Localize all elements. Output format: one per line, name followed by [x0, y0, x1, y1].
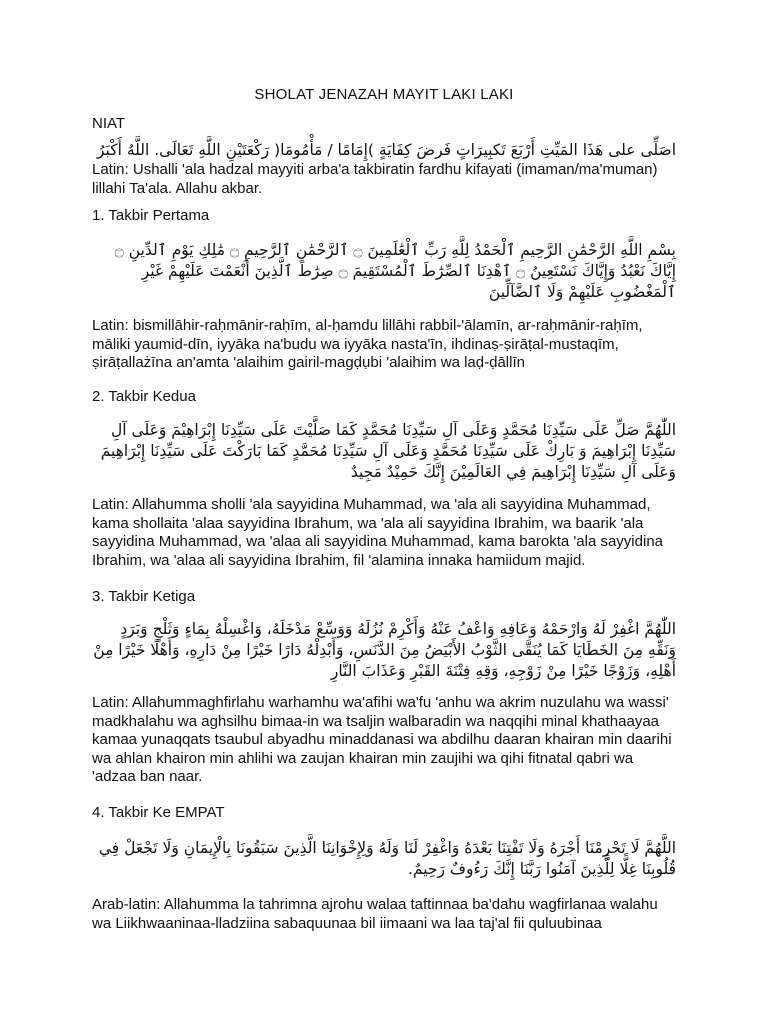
takbir-ketiga-arabic-text: اللّٰهُمَّ اغْفِرْ لَهُ وَارْحَمْهُ وَعَافِهِ وَاعْفُ عَنْهُ وَأَكْرِمْ نُزُلَهُ وَوَسِّعْ مَدْخَلَهُ، وَاغْسِلْهُ بِمَاءٍ وَثَلْجٍ وَبَرَدٍ وَنَقِّهِ مِنَ الخَطَايَا كَمَا يُنَقَّى الثَّوْبُ الأَبْيَضُ مِنَ الدَّنَسِ، وَأَبْدِلْهُ دَارًا خَيْرًا مِنْ دَارِهِ، وَأَهْلًا خَيْرًا مِنْ أَهْلِهِ، وَزَوْجًا خَيْرًا مِنْ زَوْجِهِ، وَقِهِ فِتْنَةَ القَبْرِ وَعَذَابَ النَّارِ — [93, 620, 676, 680]
takbir-kedua-arabic-text: اللّٰهُمَّ صَلِّ عَلَى سَيِّدِنَا مُحَمَّدٍ وَعَلَى آلِ سَيِّدِنَا مُحَمَّدٍ كَمَا صَلَّيْتَ عَلَى سَيِّدِنَا إِبْرَاهِيْمَ وَعَلَى آلِ سَيِّدِنَا إِبْرَاهِيمَ وَ بَارِكْ عَلَى سَيِّدِنَا مُحَمَّدٍ وَعَلَى آلِ سَيِّدِنَا مُحَمَّدٍ كَمَا بَارَكْتَ عَلَى سَيِّدِنَا إِبْرَاهِيمَ وَعَلَى آلِ سَيِّدِنَا إِبْرَاهِيمَ فِي العَالَمِيْنَ إِنَّكَ حَمِيْدٌ مَجِيدٌ — [100, 421, 676, 481]
takbir-kedua-heading: 2. Takbir Kedua — [92, 388, 196, 405]
takbir-empat-latin-text: Arab-latin: Allahumma la tahrimna ajrohu walaa taftinnaa ba'dahu wagfirlanaa walahu wa Liikhwaaninaa-lladziina sabaquunaa bil iimaani wa laa taj'al fii quluubinaa — [92, 896, 658, 932]
takbir-pertama-arabic-text: بِسْمِ اللَّهِ الرَّحْمَٰنِ الرَّحِيمِ ٱلْحَمْدُ لِلَّهِ رَبِّ ٱلْعَٰلَمِينَ ۝ ٱلرَّحْمَٰنِ ٱلرَّحِيمِ ۝ مَٰلِكِ يَوْمِ ٱلدِّينِ ۝ إِيَّاكَ نَعْبُدُ وَإِيَّاكَ نَسْتَعِينُ ۝ ٱهْدِنَا ٱلصِّرَٰطَ ٱلْمُسْتَقِيمَ ۝ صِرَٰطَ ٱلَّذِينَ أَنْعَمْتَ عَلَيْهِمْ غَيْرِ ٱلْمَغْضُوبِ عَلَيْهِمْ وَلَا ٱلضَّآلِّينَ — [114, 241, 676, 301]
takbir-kedua-latin-text: Latin: Allahumma sholli 'ala sayyidina Muhammad, wa 'ala ali sayyidina Muhammad, kama shollaita 'alaa sayyidina Ibrahum, wa 'ala ali sayyidina Ibrahim, wa baarik 'ala sayyidina Muhammad, wa 'alaa ali sayyidina Muhammad, kama barokta 'ala sayyidina Ibrahim, wa 'alaa ali sayyidina Ibrahim, fil 'alamina innaka hamiidum majid. — [92, 496, 664, 569]
takbir-empat-arabic-text: اللَّهُمَّ لَا تَحْرِمْنَا أَجْرَهُ وَلَا تَفْتِنَا بَعْدَهُ وَاغْفِرْ لَنَا وَلَهُ وَلِإِخْوَانِنَا الَّذِينَ سَبَقُونَا بِالْإِيمَانِ وَلَا تَجْعَلْ فِي قُلُوبِنَا غِلًّا لِلَّذِينَ آمَنُوا رَبَّنَا إِنَّكَ رَءُوفٌ رَحِيمٌ. — [98, 839, 676, 878]
niat-latin-text: Latin: Ushalli 'ala hadzal mayyiti arba'a takbiratin fardhu kifayati (imaman/ma'muman) lillahi Ta'ala. Allahu akbar. — [92, 161, 658, 197]
takbir-pertama-latin-text: Latin: bismillāhir-raḥmānir-raḥīm, al-ḥamdu lillāhi rabbil-'ālamīn, ar-raḥmānir-raḥīm, māliki yaumid-dīn, iyyāka na'budu wa iyyāka nasta'īn, ihdinaṣ-ṣirāṭal-mustaqīm, ṣirāṭallażīna an'amta 'alaihim gairil-magḍụbi 'alaihim wa laḍ-ḍāllīn — [92, 317, 643, 371]
takbir-pertama-heading: 1. Takbir Pertama — [92, 207, 210, 224]
niat-heading: NIAT — [92, 115, 126, 132]
takbir-empat-heading: 4. Takbir Ke EMPAT — [92, 804, 225, 821]
document-title: SHOLAT JENAZAH MAYIT LAKI LAKI — [254, 86, 514, 103]
niat-arabic-text: اصَلِّى على هَذَا المَيِّتِ أَرْبَعَ تَكبِيرَاتٍ فَرضَ كِفَايَةٍ )إِمَامًا / مَأْمُومَا( رَكْعَتَيْنِ اللَّهِ تَعَالَى. اللَّهُ أَكْبَرُ — [97, 141, 676, 159]
takbir-ketiga-latin-text: Latin: Allahummaghfirlahu warhamhu wa'afihi wa'fu 'anhu wa akrim nuzulahu wa wassi' madkhalahu wa aghsilhu bimaa-in wa tsaljin walbaradin wa naqqihi minal khathaayaa kamaa yunaqqats tsaubul abyadhu minaddanasi wa abdilhu daaran khairan min daarihi wa ahlan khairon min ahlihi wa zaujan khairan min zaujihi wa qihi fitnatal qabri wa 'adzaa ban naar. — [92, 694, 672, 785]
takbir-ketiga-heading: 3. Takbir Ketiga — [92, 588, 196, 605]
